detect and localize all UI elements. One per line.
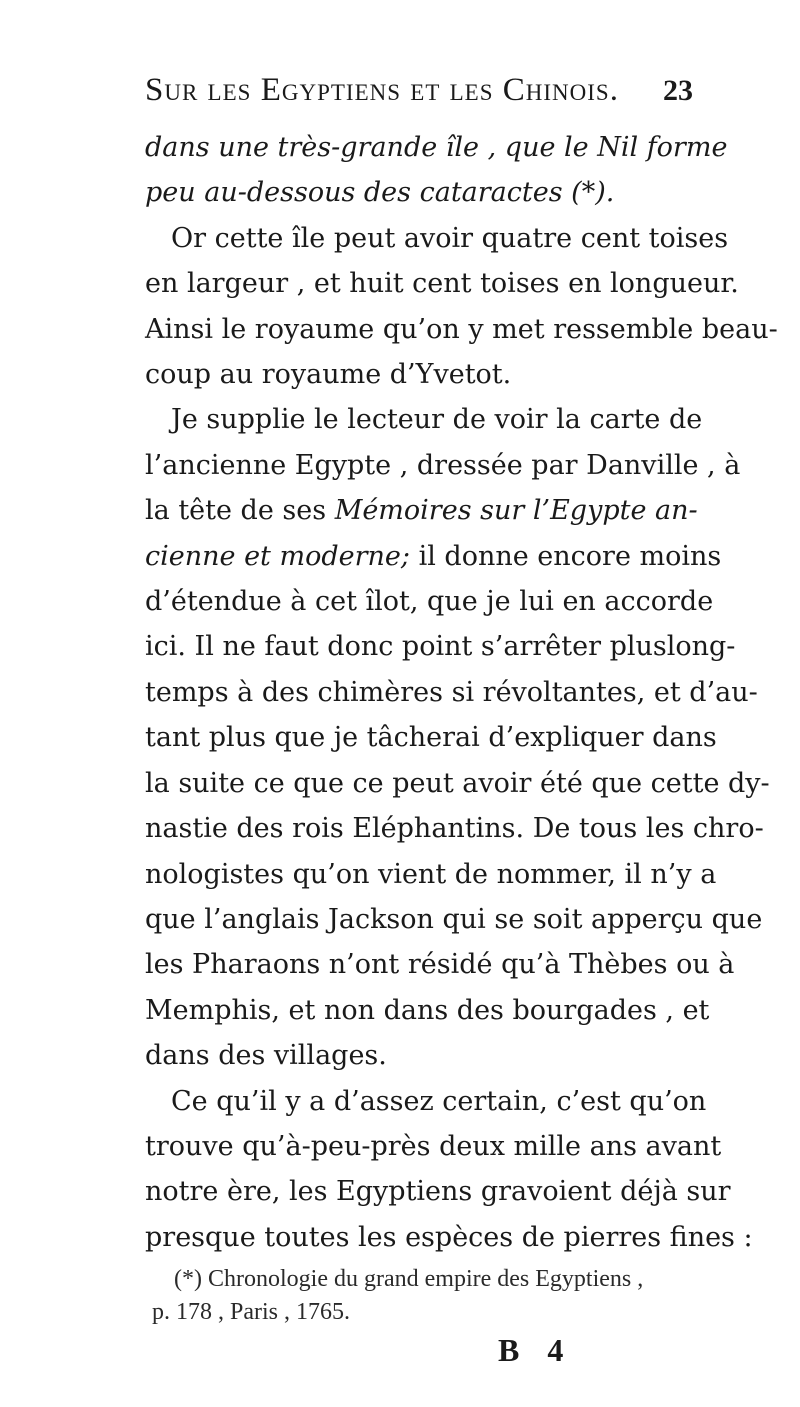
book-title-italic: Mémoires sur l’Egypte an- [334,495,698,527]
text-line: Ce qu’il y a d’assez certain, c’est qu’on [171,1085,707,1117]
running-head: Sur les Egyptiens et les Chinois. [145,72,619,108]
text-line: Or cette île peut avoir quatre cent toises [171,222,729,254]
text-fragment: il donne encore moins [409,540,722,572]
text-line: la suite ce que ce peut avoir été que cette dy- [145,767,770,799]
text-line: notre ère, les Egyptiens gravoient déjà sur [145,1176,731,1208]
text-line [145,488,698,533]
text-line: dans une très-grande île , que le Nil forme [145,132,728,163]
text-line: temps à des chimères si révoltantes, et d’au- [145,676,758,708]
text-line: trouve qu’à-peu-près deux mille ans avant [145,1130,722,1162]
text-line: nastie des rois Eléphantins. De tous les chro- [145,813,764,845]
text-line: Memphis, et non dans des bourgades , et [145,994,710,1026]
text-line: tant plus que je tâcherai d’expliquer dans [145,722,717,754]
text-line: coup au royaume d’Yvetot. [145,359,512,391]
text-line: nologistes qu’on vient de nommer, il n’y a [145,858,717,890]
text-line [145,170,690,215]
text-line: l’ancienne Egypte , dressée par Danville , à [145,449,741,481]
text-line: d’étendue à cet îlot, que je lui en accorde [145,586,714,618]
text-line: que l’anglais Jackson qui se soit apperçu que [145,903,763,935]
text-line: dans des villages. [145,1040,387,1072]
text-line: les Pharaons n’ont résidé qu’à Thèbes ou à [145,949,735,981]
book-title-italic: cienne et moderne; [145,540,410,572]
text-line: ici. Il ne faut donc point s’arrêter pluslong- [145,631,736,663]
text-line: en largeur , et huit cent toises en longueur. [145,268,739,300]
text-line: Je supplie le lecteur de voir la carte de [171,404,703,436]
text-line: Ainsi le royaume qu’on y met ressemble beau- [145,313,778,345]
body-text [145,125,778,1260]
footnote-line: (*) Chronologie du grand empire des Egyptiens , [174,1266,644,1292]
footnote [152,1263,672,1329]
text-fragment: la tête de ses [145,495,335,527]
footnote-line: p. 178 , Paris , 1765. [152,1299,350,1325]
text-line-italic: peu au-dessous des cataractes (*). [145,177,615,209]
signature-mark: B 4 [498,1332,574,1368]
text-line: presque toutes les espèces de pierres fines : [145,1221,753,1253]
page-number: 23 [663,74,693,107]
page-header [145,72,693,112]
text-line [145,534,722,579]
